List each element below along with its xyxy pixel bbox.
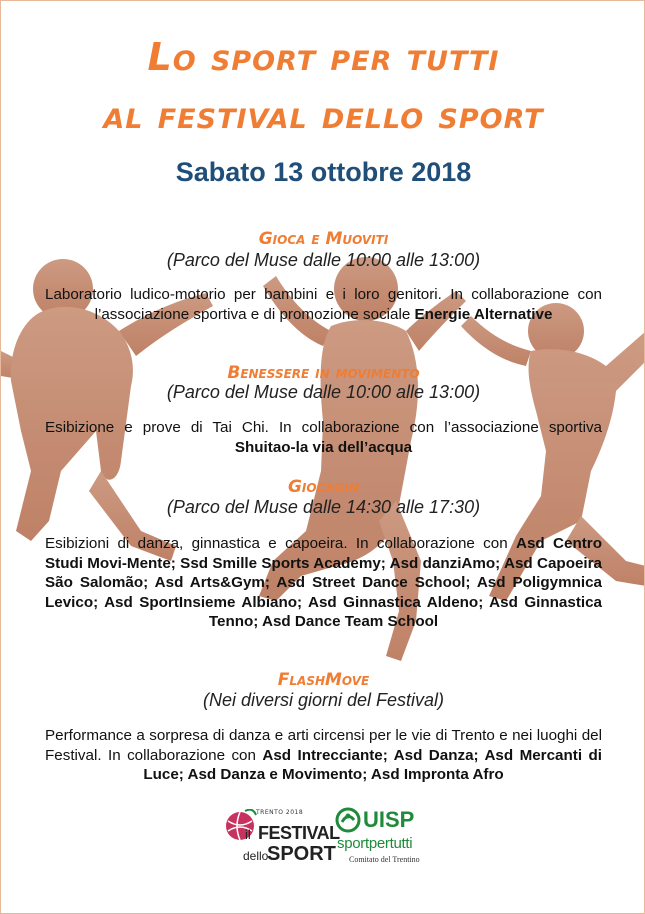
section-title-gioca-e-muoviti: Gioca e Muoviti	[258, 229, 389, 249]
section-body-partners: Energie Alternative	[414, 305, 553, 323]
section-body-partners: Asd Intrecciante; Asd Danza; Asd Mercanti di Luce; Asd Danza e Movimento; Asd Impronta Afro	[143, 746, 602, 783]
festival-logo-festival: FESTIVAL	[258, 823, 340, 843]
section-body-giocagin	[45, 534, 602, 632]
uisp-emblem-icon	[335, 807, 361, 833]
section-body-text: Esibizioni di danza, ginnastica e capoeira. In collaborazione con	[45, 535, 517, 552]
section-title-giocagin: Giocagin	[287, 477, 360, 497]
section-subtitle-benessere: (Parco del Muse dalle 10:00 alle 13:00)	[166, 382, 481, 402]
uisp-tagline: sportpertutti	[337, 835, 413, 852]
festival-logo-il: il	[245, 827, 251, 842]
event-date: Sabato 13 ottobre 2018	[175, 157, 472, 187]
section-body-text: Performance a sorpresa di danza e arti circensi per le vie di Trento e nei luoghi del Festival. In collaborazione con	[45, 727, 602, 764]
festival-dello-sport-logo	[223, 807, 340, 873]
uisp-name: UISP	[363, 807, 415, 832]
section-body-partners: Asd Centro Studi Movi-Mente; Ssd Smille Sports Academy; Asd danziAmo; Asd Capoeira São Salomão; Asd Arts&Gym; Asd Street Dance School; Asd Poligymnica Levico; Asd SportInsieme Albiano; Asd Ginnastica Aldeno; Asd Ginnastica Tenno; Asd Dance Team School	[45, 535, 602, 630]
sponsor-logos	[1, 807, 645, 877]
poster-title-line-1: Lo sport per tutti	[147, 35, 500, 79]
section-body-text: Esibizione e prove di Tai Chi. In collaborazione con l’associazione sportiva	[45, 419, 602, 436]
section-subtitle-flashmove: (Nei diversi giorni del Festival)	[202, 690, 445, 710]
festival-logo-dello: dello	[243, 849, 269, 863]
section-body-partners: Shuitao-la via dell’acqua	[234, 438, 413, 456]
section-body-benessere	[45, 418, 602, 457]
section-body-text: Laboratorio ludico-motorio per bambini e i loro genitori. In collaborazione con l’associazione sportiva e di promozione sociale	[45, 286, 602, 323]
uisp-comitato: Comitato del Trentino	[349, 855, 420, 864]
section-title-flashmove: FlashMove	[277, 670, 370, 690]
ball-icon	[223, 809, 257, 843]
section-body-flashmove	[45, 726, 602, 785]
section-subtitle-gioca-e-muoviti: (Parco del Muse dalle 10:00 alle 13:00)	[166, 250, 481, 270]
section-subtitle-giocagin: (Parco del Muse dalle 14:30 alle 17:30)	[166, 497, 481, 517]
uisp-logo	[335, 807, 445, 873]
festival-logo-sport: SPORT	[267, 843, 336, 865]
section-title-benessere: Benessere in movimento	[227, 363, 420, 383]
poster-title-line-2: al festival dello sport	[103, 93, 544, 137]
section-body-gioca-e-muoviti	[45, 285, 602, 324]
festival-logo-small-text: TRENTO 2018	[256, 809, 304, 816]
